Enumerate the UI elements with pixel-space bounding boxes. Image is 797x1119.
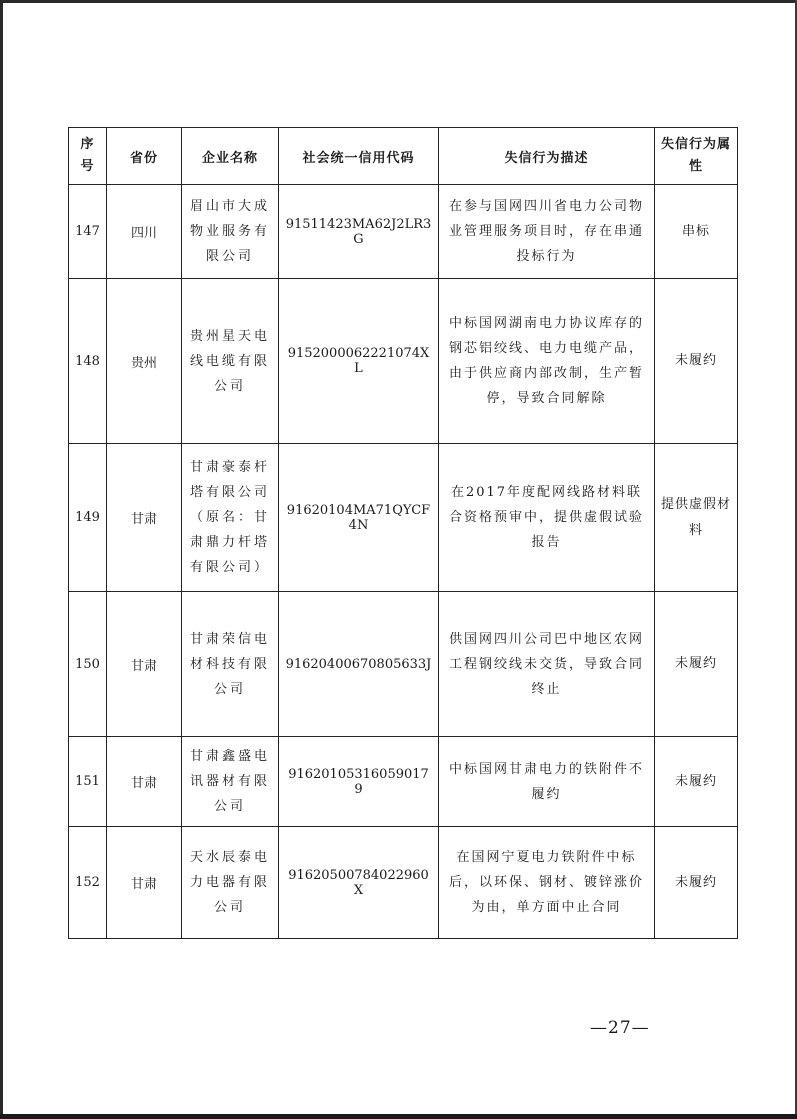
header-company: 企业名称 xyxy=(182,128,279,185)
row-description: 中标国网甘肃电力的铁附件不履约 xyxy=(439,737,655,827)
dishonesty-table xyxy=(68,127,738,939)
row-company: 甘肃鑫盛电讯器材有限公司 xyxy=(182,737,279,827)
row-province: 甘肃 xyxy=(107,592,182,737)
row-province: 甘肃 xyxy=(107,737,182,827)
table-row xyxy=(69,827,738,939)
page-number: —27— xyxy=(590,1018,650,1038)
row-seq: 147 xyxy=(69,185,107,279)
row-attribute: 未履约 xyxy=(655,592,738,737)
table-row xyxy=(69,592,738,737)
header-row xyxy=(69,128,738,185)
row-province: 四川 xyxy=(107,185,182,279)
row-attribute: 未履约 xyxy=(655,737,738,827)
row-province: 甘肃 xyxy=(107,444,182,592)
scan-edge-bottom xyxy=(0,1114,797,1119)
row-province: 甘肃 xyxy=(107,827,182,939)
row-company: 甘肃豪泰杆塔有限公司（原名：甘肃鼎力杆塔有限公司） xyxy=(182,444,279,592)
row-code: 9152000062221074XL xyxy=(279,279,439,444)
row-attribute: 未履约 xyxy=(655,279,738,444)
row-code: 91620400670805633J xyxy=(279,592,439,737)
header-description: 失信行为描述 xyxy=(439,128,655,185)
row-province: 贵州 xyxy=(107,279,182,444)
row-code: 91511423MA62J2LR3G xyxy=(279,185,439,279)
header-seq: 序号 xyxy=(69,128,107,185)
row-description: 在国网宁夏电力铁附件中标后，以环保、钢材、镀锌涨价为由，单方面中止合同 xyxy=(439,827,655,939)
row-seq: 152 xyxy=(69,827,107,939)
row-company: 天水辰泰电力电器有限公司 xyxy=(182,827,279,939)
table-row xyxy=(69,737,738,827)
row-company: 甘肃荣信电材科技有限公司 xyxy=(182,592,279,737)
row-seq: 149 xyxy=(69,444,107,592)
row-code: 91620104MA71QYCF4N xyxy=(279,444,439,592)
row-attribute: 串标 xyxy=(655,185,738,279)
scan-edge-top xyxy=(0,0,797,3)
row-seq: 150 xyxy=(69,592,107,737)
table-row xyxy=(69,279,738,444)
scan-edge-left xyxy=(0,0,3,1119)
header-code: 社会统一信用代码 xyxy=(279,128,439,185)
row-attribute: 未履约 xyxy=(655,827,738,939)
table-row xyxy=(69,185,738,279)
row-code: 91620500784022960X xyxy=(279,827,439,939)
row-attribute: 提供虚假材料 xyxy=(655,444,738,592)
row-code: 916201053160590179 xyxy=(279,737,439,827)
header-attribute: 失信行为属性 xyxy=(655,128,738,185)
row-seq: 148 xyxy=(69,279,107,444)
table-row xyxy=(69,444,738,592)
row-description: 在参与国网四川省电力公司物业管理服务项目时，存在串通投标行为 xyxy=(439,185,655,279)
row-seq: 151 xyxy=(69,737,107,827)
row-company: 贵州星天电线电缆有限公司 xyxy=(182,279,279,444)
row-company: 眉山市大成物业服务有限公司 xyxy=(182,185,279,279)
header-province: 省份 xyxy=(107,128,182,185)
row-description: 中标国网湖南电力协议库存的钢芯铝绞线、电力电缆产品，由于供应商内部改制，生产暂停，导致合同解除 xyxy=(439,279,655,444)
row-description: 供国网四川公司巴中地区农网工程钢绞线未交货，导致合同终止 xyxy=(439,592,655,737)
row-description: 在2017年度配网线路材料联合资格预审中，提供虚假试验报告 xyxy=(439,444,655,592)
